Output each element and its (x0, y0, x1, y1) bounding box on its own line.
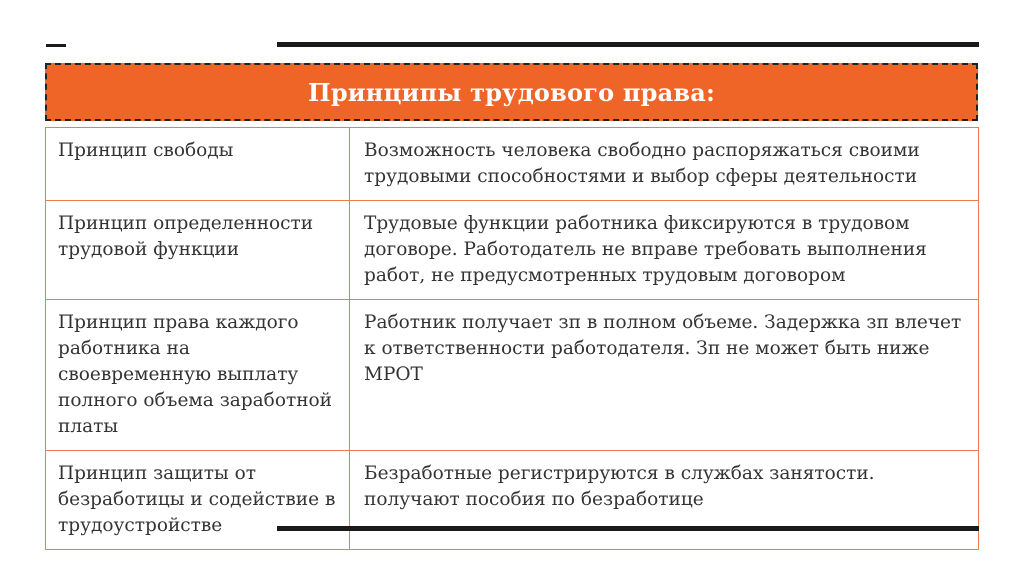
table-row (46, 451, 979, 550)
principle-description-cell: Возможность человека свободно распоряжаться своими трудовыми способностями и выбор сферы деятельности (350, 128, 979, 201)
principle-description-cell: Работник получает зп в полном объеме. Задержка зп влечет к ответственности работодателя. Зп не может быть ниже МРОТ (350, 300, 979, 451)
table-row (46, 201, 979, 300)
table-row (46, 300, 979, 451)
top-short-rule (46, 44, 66, 47)
principle-description-cell: Трудовые функции работника фиксируются в трудовом договоре. Работодатель не вправе требовать выполнения работ, не предусмотренных трудовым договором (350, 201, 979, 300)
principle-name-cell: Принцип определенности трудовой функции (46, 201, 350, 300)
slide-title: Принципы трудового права: (307, 77, 716, 107)
principle-description-cell: Безработные регистрируются в службах занятости. получают пособия по безработице (350, 451, 979, 550)
table-row (46, 128, 979, 201)
bottom-long-rule (277, 526, 979, 531)
principles-table (45, 127, 979, 550)
top-long-rule (277, 42, 979, 47)
principle-name-cell: Принцип защиты от безработицы и содействие в трудоустройстве (46, 451, 350, 550)
principle-name-cell: Принцип свободы (46, 128, 350, 201)
principle-name-cell: Принцип права каждого работника на своевременную выплату полного объема заработной платы (46, 300, 350, 451)
title-band (45, 63, 978, 121)
